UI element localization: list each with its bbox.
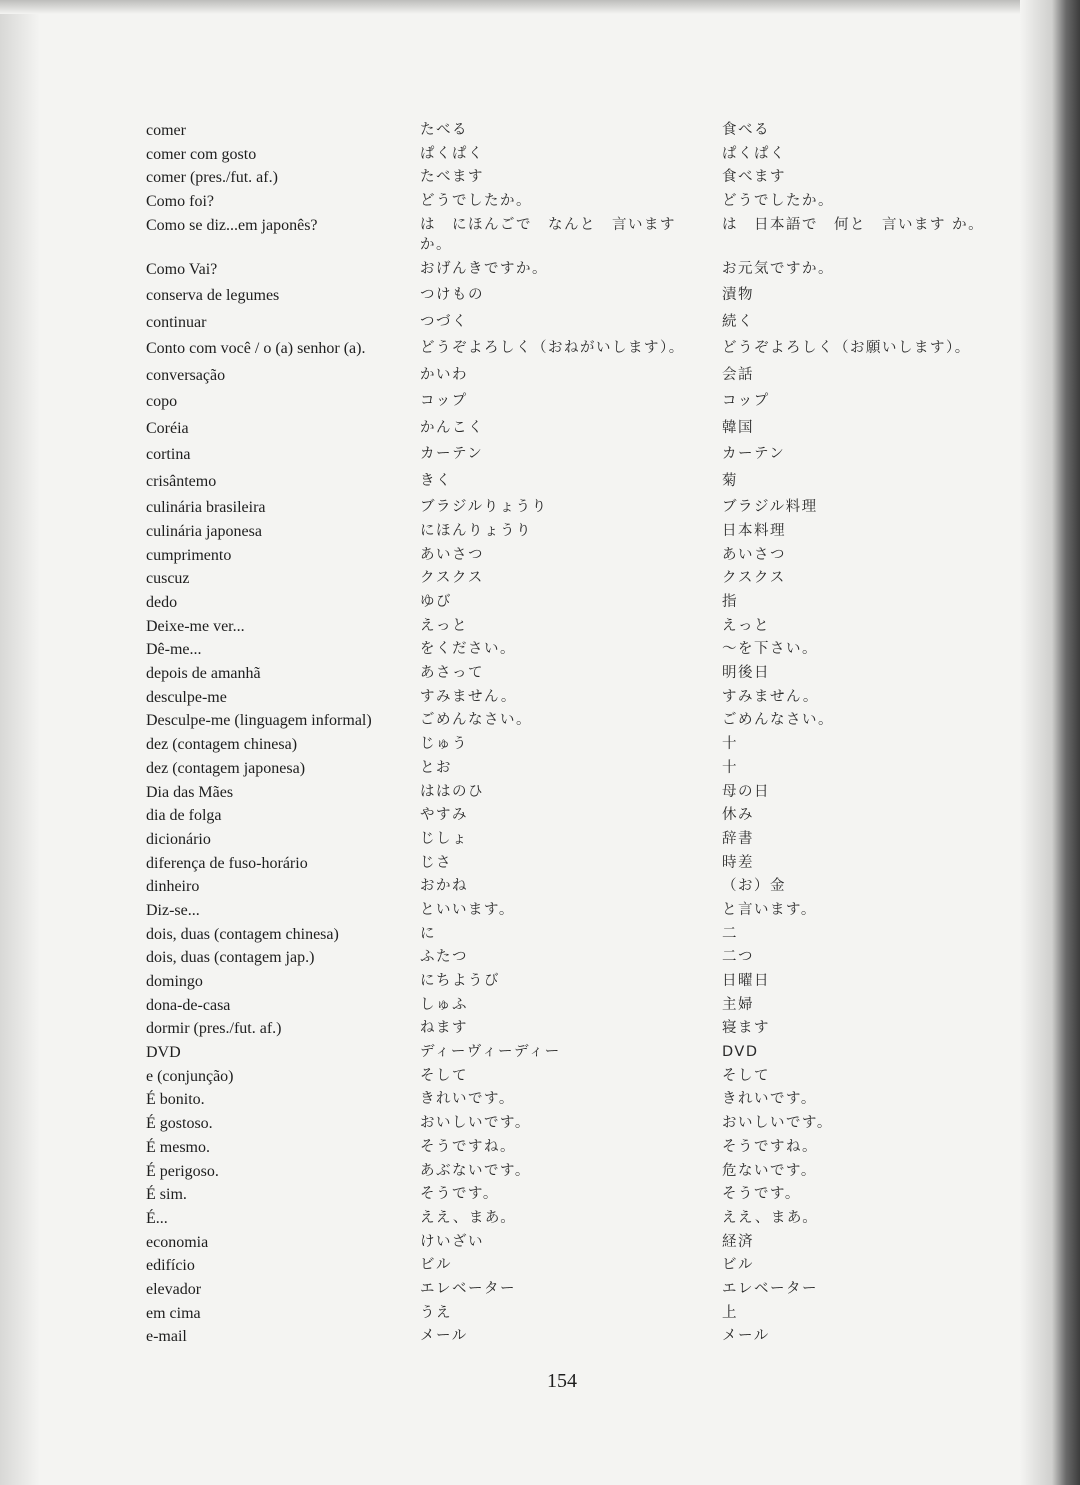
kana-reading: どうでしたか。 xyxy=(420,193,532,210)
kana-reading: カーテン xyxy=(420,446,484,463)
kanji-writing: と言います。 xyxy=(722,901,817,918)
portuguese-term: e-mail xyxy=(146,1328,187,1346)
portuguese-term: Desculpe-me (linguagem informal) xyxy=(146,712,372,730)
kanji-writing: ごめんなさい。 xyxy=(722,712,834,729)
portuguese-term: desculpe-me xyxy=(146,688,227,706)
kanji-writing: すみません。 xyxy=(722,688,819,705)
portuguese-term: dormir (pres./fut. af.) xyxy=(146,1020,282,1038)
kana-reading: にほんりょうり xyxy=(420,522,532,539)
portuguese-term: comer com gosto xyxy=(146,145,257,163)
portuguese-term: Como se diz...em japonês? xyxy=(146,216,318,234)
glossary-row xyxy=(146,734,1026,758)
portuguese-term: edifício xyxy=(146,1257,195,1275)
portuguese-term: diferença de fuso-horário xyxy=(146,854,308,872)
kanji-writing: 食べる xyxy=(722,122,770,138)
kanji-writing: メール xyxy=(722,1328,770,1345)
glossary-row xyxy=(146,144,1026,168)
glossary-row xyxy=(146,1326,1026,1350)
portuguese-term: É gostoso. xyxy=(146,1115,213,1133)
glossary-row xyxy=(146,687,1026,711)
glossary-row xyxy=(146,338,1026,365)
kanji-writing: 上 xyxy=(722,1304,738,1321)
glossary-row xyxy=(146,947,1026,971)
glossary-row xyxy=(146,391,1026,418)
kana-reading: に xyxy=(420,925,436,942)
kana-reading: ははのひ xyxy=(420,783,484,800)
kanji-writing: そうですね。 xyxy=(722,1138,818,1155)
kanji-writing: ブラジル料理 xyxy=(722,499,818,516)
glossary-row xyxy=(146,285,1026,312)
kana-reading: ふたつ xyxy=(420,949,468,966)
kana-reading: つづく xyxy=(420,313,468,330)
portuguese-term: dicionário xyxy=(146,830,211,848)
glossary-row xyxy=(146,545,1026,569)
kanji-writing: 二つ xyxy=(722,949,754,966)
glossary-row xyxy=(146,1303,1026,1327)
glossary-row xyxy=(146,900,1026,924)
kanji-writing: ビル xyxy=(722,1257,754,1274)
portuguese-term: Como foi? xyxy=(146,193,214,211)
glossary-row xyxy=(146,1018,1026,1042)
glossary-row xyxy=(146,1279,1026,1303)
kana-reading: ごめんなさい。 xyxy=(420,712,532,729)
glossary-row xyxy=(146,444,1026,471)
kana-reading: つけもの xyxy=(420,287,484,304)
kanji-writing: 寝ます xyxy=(722,1020,770,1037)
kanji-writing: DVD xyxy=(722,1044,759,1061)
portuguese-term: Conto com você / o (a) senhor (a). xyxy=(146,340,366,358)
portuguese-term: É bonito. xyxy=(146,1091,205,1109)
kanji-writing: あいさつ xyxy=(722,546,786,563)
kana-reading: といいます。 xyxy=(420,901,515,918)
portuguese-term: domingo xyxy=(146,973,203,990)
kana-reading: ええ、まあ。 xyxy=(420,1209,517,1226)
glossary-row xyxy=(146,1232,1026,1256)
kanji-writing: きれいです。 xyxy=(722,1091,817,1108)
kana-reading: どうぞよろしく（おねがいします）。 xyxy=(420,340,685,357)
glossary-row xyxy=(146,215,1026,259)
kanji-writing: 十 xyxy=(722,759,738,776)
kana-reading: ブラジルりょうり xyxy=(420,499,548,516)
portuguese-term: dez (contagem japonesa) xyxy=(146,759,306,777)
kanji-writing: ～を下さい。 xyxy=(722,641,818,658)
kana-reading: をください。 xyxy=(420,641,516,658)
kana-reading: たべる xyxy=(420,122,468,138)
portuguese-term: Dê-me... xyxy=(146,641,202,659)
kana-reading: たべます xyxy=(420,169,484,186)
kana-reading: ディーヴィーディー xyxy=(420,1044,561,1061)
kana-reading: きく xyxy=(420,472,452,489)
kanji-writing: エレベーター xyxy=(722,1280,818,1297)
kana-reading: あぶないです。 xyxy=(420,1162,531,1179)
kanji-writing: どうぞよろしく（お願いします）。 xyxy=(722,340,971,357)
kana-reading: えっと xyxy=(420,617,468,634)
portuguese-term: e (conjunção) xyxy=(146,1067,234,1085)
kana-reading: じしょ xyxy=(420,830,468,847)
portuguese-term: dia de folga xyxy=(146,807,222,825)
glossary-row xyxy=(146,616,1026,640)
kana-reading: とお xyxy=(420,759,452,776)
glossary-row xyxy=(146,365,1026,392)
portuguese-term: É mesmo. xyxy=(146,1138,210,1156)
portuguese-term: DVD xyxy=(146,1044,181,1062)
glossary-row xyxy=(146,497,1026,521)
kanji-writing: 辞書 xyxy=(722,830,754,847)
glossary-row xyxy=(146,1066,1026,1090)
glossary-row xyxy=(146,639,1026,663)
kana-reading: そうですね。 xyxy=(420,1138,516,1155)
kana-reading: おげんきですか。 xyxy=(420,260,548,277)
kanji-writing: 休み xyxy=(722,807,754,824)
kanji-writing: どうでしたか。 xyxy=(722,193,834,210)
kana-reading: じさ xyxy=(420,854,452,871)
kana-reading: けいざい xyxy=(420,1233,484,1250)
kana-reading: やすみ xyxy=(420,807,468,824)
page-number: 154 xyxy=(547,1370,577,1392)
kana-reading: クスクス xyxy=(420,570,484,587)
kana-reading: しゅふ xyxy=(420,996,468,1013)
kanji-writing: えっと xyxy=(722,617,770,634)
portuguese-term: copo xyxy=(146,393,178,411)
portuguese-term: cortina xyxy=(146,446,191,464)
glossary-row xyxy=(146,568,1026,592)
kana-reading: おかね xyxy=(420,878,468,895)
kanji-writing: 二 xyxy=(722,925,738,942)
portuguese-term: cuscuz xyxy=(146,570,190,588)
glossary-row xyxy=(146,1161,1026,1185)
kanji-writing: （お）金 xyxy=(722,878,786,895)
glossary-row xyxy=(146,1184,1026,1208)
kanji-writing: 菊 xyxy=(722,472,738,489)
glossary-row xyxy=(146,167,1026,191)
kanji-writing: コップ xyxy=(722,393,770,410)
glossary-table xyxy=(146,120,1026,1350)
glossary-row xyxy=(146,995,1026,1019)
kana-reading: かんこく xyxy=(420,419,484,436)
glossary-row xyxy=(146,1113,1026,1137)
glossary-row xyxy=(146,521,1026,545)
glossary-row xyxy=(146,1089,1026,1113)
kana-reading: あいさつ xyxy=(420,546,484,563)
portuguese-term: Diz-se... xyxy=(146,901,200,919)
kanji-writing: 時差 xyxy=(722,854,754,871)
kanji-writing: カーテン xyxy=(722,446,786,463)
portuguese-term: Coréia xyxy=(146,419,189,437)
portuguese-term: É perigoso. xyxy=(146,1162,219,1180)
glossary-row xyxy=(146,1137,1026,1161)
kana-reading: じゅう xyxy=(420,736,468,753)
kanji-writing: ぱくぱく xyxy=(722,145,786,162)
kana-reading: きれいです。 xyxy=(420,1091,515,1108)
glossary-row xyxy=(146,471,1026,498)
portuguese-term: economia xyxy=(146,1233,209,1251)
kanji-writing: そして xyxy=(722,1067,770,1084)
kanji-writing: 経済 xyxy=(722,1233,754,1250)
portuguese-term: crisântemo xyxy=(146,472,217,490)
kanji-writing: 危ないです。 xyxy=(722,1162,817,1179)
kanji-writing: 食べます xyxy=(722,169,786,186)
glossary-row xyxy=(146,1208,1026,1232)
page-shadow-top xyxy=(0,0,1080,14)
portuguese-term: culinária japonesa xyxy=(146,522,262,540)
kana-reading: おいしいです。 xyxy=(420,1115,531,1132)
kanji-writing: 十 xyxy=(722,736,738,753)
kana-reading: あさって xyxy=(420,665,484,682)
glossary-row xyxy=(146,1042,1026,1066)
page-binding-shadow xyxy=(1020,0,1080,1485)
kanji-writing: クスクス xyxy=(722,570,786,587)
kanji-writing: 指 xyxy=(722,594,738,610)
kana-reading: うえ xyxy=(420,1304,452,1321)
glossary-row xyxy=(146,259,1026,286)
portuguese-term: continuar xyxy=(146,313,207,331)
glossary-row xyxy=(146,805,1026,829)
portuguese-term: culinária brasileira xyxy=(146,499,266,517)
kanji-writing: 会話 xyxy=(722,366,754,383)
portuguese-term: em cima xyxy=(146,1304,201,1322)
glossary-row xyxy=(146,758,1026,782)
portuguese-term: Como Vai? xyxy=(146,260,218,278)
kanji-writing: 日曜日 xyxy=(722,973,770,989)
glossary-row xyxy=(146,120,1026,144)
glossary-row xyxy=(146,710,1026,734)
glossary-row xyxy=(146,663,1026,687)
portuguese-term: dedo xyxy=(146,594,178,611)
kana-reading: メール xyxy=(420,1328,468,1345)
portuguese-term: dois, duas (contagem chinesa) xyxy=(146,925,339,943)
kanji-writing: 韓国 xyxy=(722,419,754,436)
glossary-row xyxy=(146,191,1026,215)
kanji-writing: お元気ですか。 xyxy=(722,260,834,277)
portuguese-term: comer (pres./fut. af.) xyxy=(146,169,278,187)
kana-reading: ビル xyxy=(420,1257,452,1274)
kanji-writing: 続く xyxy=(722,313,754,330)
kanji-writing: ええ、まあ。 xyxy=(722,1209,819,1226)
kanji-writing: は 日本語で 何と 言います か。 xyxy=(722,216,985,233)
glossary-row xyxy=(146,312,1026,339)
kana-reading: ゆび xyxy=(420,594,452,610)
glossary-row xyxy=(146,971,1026,995)
glossary-row xyxy=(146,1255,1026,1279)
kanji-writing: 主婦 xyxy=(722,996,754,1013)
portuguese-term: cumprimento xyxy=(146,546,232,564)
glossary-row xyxy=(146,924,1026,948)
kana-reading: ねます xyxy=(420,1020,468,1037)
kana-reading: にちようび xyxy=(420,973,500,989)
portuguese-term: dinheiro xyxy=(146,878,200,896)
kanji-writing: 漬物 xyxy=(722,287,754,304)
kanji-writing: 日本料理 xyxy=(722,522,786,539)
kana-reading: すみません。 xyxy=(420,688,517,705)
kanji-writing: おいしいです。 xyxy=(722,1115,833,1132)
portuguese-term: conversação xyxy=(146,366,226,384)
glossary-row xyxy=(146,592,1026,616)
kana-reading: そして xyxy=(420,1067,468,1084)
portuguese-term: depois de amanhã xyxy=(146,665,261,683)
kana-reading: は にほんごで なんと 言います か。 xyxy=(420,216,676,253)
portuguese-term: conserva de legumes xyxy=(146,287,280,305)
kanji-writing: そうです。 xyxy=(722,1186,801,1203)
portuguese-term: dois, duas (contagem jap.) xyxy=(146,949,315,967)
kana-reading: コップ xyxy=(420,393,468,410)
glossary-row xyxy=(146,876,1026,900)
portuguese-term: dona-de-casa xyxy=(146,996,231,1014)
glossary-row xyxy=(146,418,1026,445)
portuguese-term: dez (contagem chinesa) xyxy=(146,736,298,754)
portuguese-term: Dia das Mães xyxy=(146,783,234,801)
portuguese-term: elevador xyxy=(146,1280,202,1298)
portuguese-term: comer xyxy=(146,122,186,139)
page-shadow-left xyxy=(0,0,40,1485)
portuguese-term: Deixe-me ver... xyxy=(146,617,245,635)
kana-reading: エレベーター xyxy=(420,1280,516,1297)
glossary-row xyxy=(146,853,1026,877)
kanji-writing: 明後日 xyxy=(722,665,770,682)
kana-reading: かいわ xyxy=(420,366,468,383)
kana-reading: そうです。 xyxy=(420,1186,499,1203)
portuguese-term: É... xyxy=(146,1209,168,1227)
kanji-writing: 母の日 xyxy=(722,783,770,800)
glossary-row xyxy=(146,829,1026,853)
glossary-row xyxy=(146,782,1026,806)
kana-reading: ぱくぱく xyxy=(420,145,484,162)
portuguese-term: É sim. xyxy=(146,1186,187,1204)
